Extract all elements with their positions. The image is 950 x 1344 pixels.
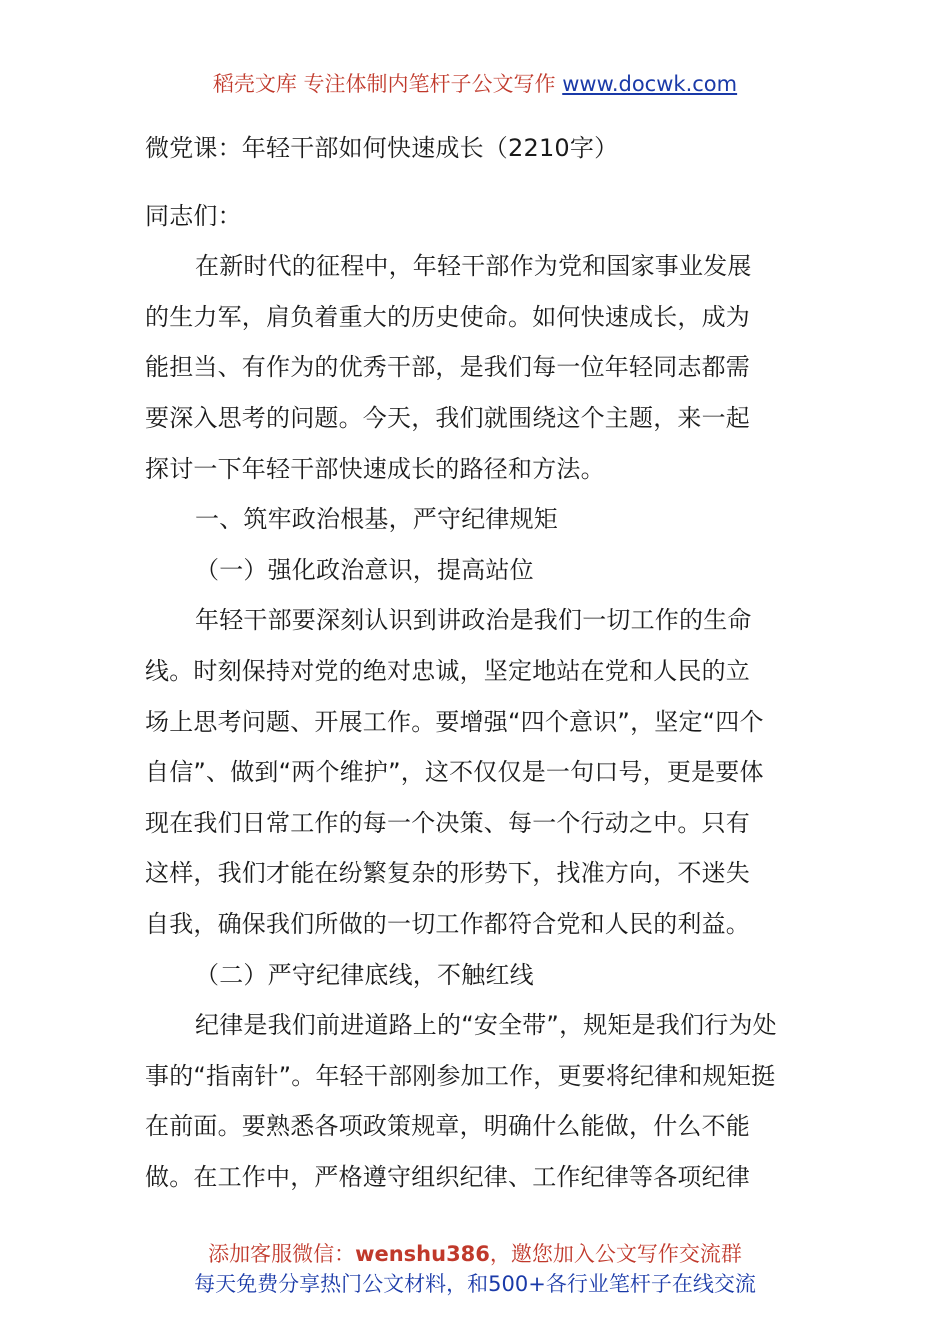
site-link[interactable]: www.docwk.com <box>562 72 738 96</box>
text-line: 自我，确保我们所做的一切工作都符合党和人民的利益。 <box>145 909 750 938</box>
wechat-id: wenshu386 <box>355 1242 490 1266</box>
promo-suffix: ，邀您加入公文写作交流群 <box>489 1242 742 1266</box>
text-line: 在前面。要熟悉各项政策规章，明确什么能做，什么不能 <box>145 1112 750 1141</box>
promo-prefix: 添加客服微信： <box>208 1242 356 1266</box>
promo-footer <box>0 1239 950 1299</box>
section-heading: 一、筑牢政治根基，严守纪律规矩 <box>195 505 558 534</box>
text-line: 场上思考问题、开展工作。要增强“四个意识”，坚定“四个 <box>145 707 764 736</box>
subsection-heading: （二）严守纪律底线，不触红线 <box>195 960 534 989</box>
text-line: 年轻干部要深刻认识到讲政治是我们一切工作的生命 <box>195 606 752 635</box>
promo-line-1 <box>0 1239 950 1269</box>
subsection-heading: （一）强化政治意识，提高站位 <box>195 555 534 584</box>
text-line: 要深入思考的问题。今天，我们就围绕这个主题，来一起 <box>145 403 750 432</box>
text-line: 现在我们日常工作的每一个决策、每一个行动之中。只有 <box>145 808 750 837</box>
text-line: 这样，我们才能在纷繁复杂的形势下，找准方向，不迷失 <box>145 859 750 888</box>
document-title: 微党课：年轻干部如何快速成长（2210字） <box>145 134 619 162</box>
text-line: 事的“指南针”。年轻干部刚参加工作，更要将纪律和规矩挺 <box>145 1061 776 1090</box>
text-line: 的生力军，肩负着重大的历史使命。如何快速成长，成为 <box>145 302 750 331</box>
promo-line-2: 每天免费分享热门公文材料，和500+各行业笔杆子在线交流 <box>194 1272 756 1296</box>
text-line: 自信”、做到“两个维护”，这不仅仅是一句口号，更是要体 <box>145 758 764 787</box>
text-line: 探讨一下年轻干部快速成长的路径和方法。 <box>145 454 605 483</box>
site-header <box>0 70 950 98</box>
greeting: 同志们： <box>145 201 242 230</box>
document-body <box>145 123 810 1202</box>
site-brand-text: 稻壳文库 专注体制内笔杆子公文写作 <box>212 72 563 96</box>
text-line: 线。时刻保持对党的绝对忠诚，坚定地站在党和人民的立 <box>145 656 750 685</box>
text-line: 纪律是我们前进道路上的“安全带”，规矩是我们行为处 <box>195 1011 777 1040</box>
text-line: 能担当、有作为的优秀干部，是我们每一位年轻同志都需 <box>145 353 750 382</box>
text-line: 做。在工作中，严格遵守组织纪律、工作纪律等各项纪律 <box>145 1162 750 1191</box>
text-line: 在新时代的征程中，年轻干部作为党和国家事业发展 <box>195 252 752 281</box>
